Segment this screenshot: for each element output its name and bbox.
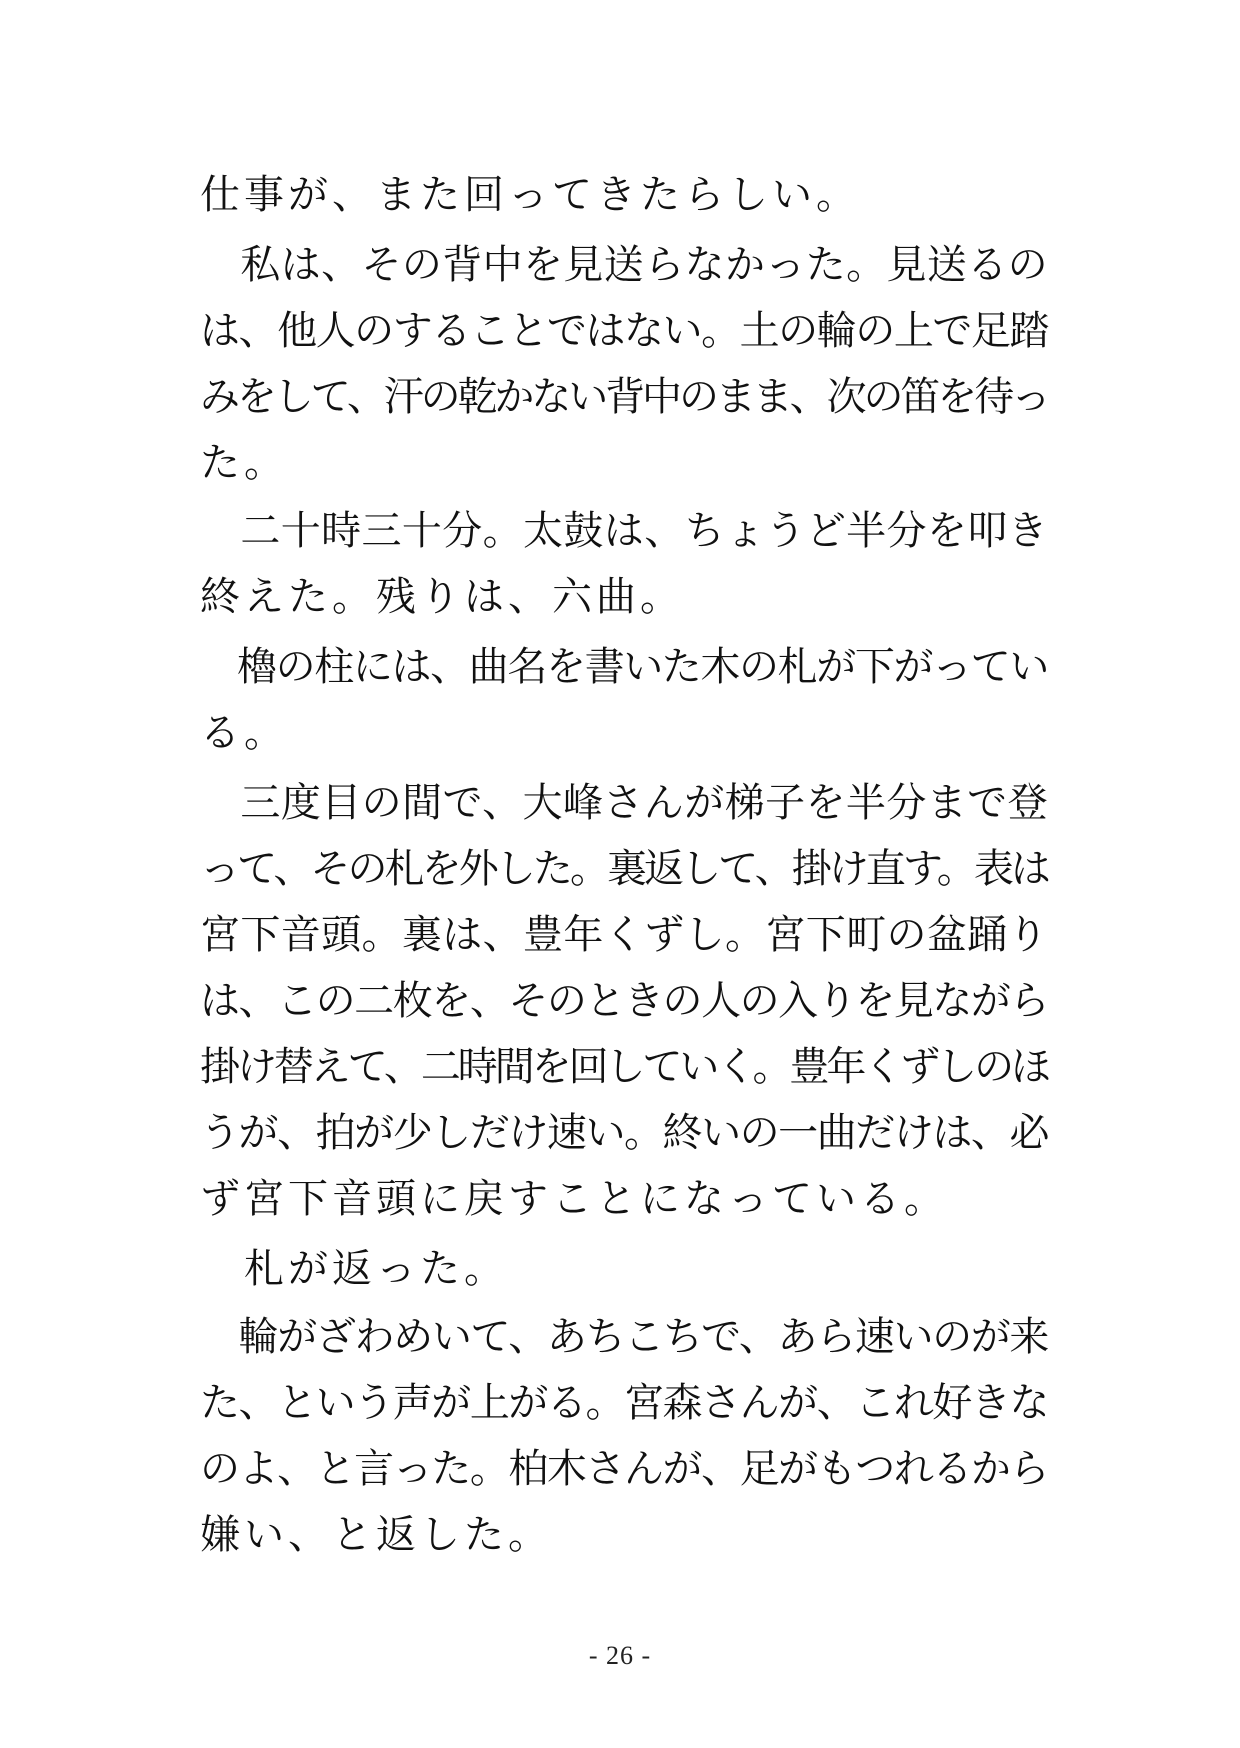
text-line: は、この二枚を、そのときの人の入りを見ながら (200, 978, 1048, 1024)
text-line: 私は、その背中を見送らなかった。見送るの (200, 242, 1048, 288)
page-number: - 26 - (588, 1641, 652, 1670)
text-line: 三度目の間で、大峰さんが梯子を半分まで登 (200, 780, 1048, 826)
text-line: って、その札を外した。裏返して、掛け直す。表は (200, 846, 1048, 892)
text-line: 櫓の柱には、曲名を書いた木の札が下がってい (237, 644, 1048, 690)
text-line: 仕事が、また回ってきたらしい。 (200, 172, 860, 218)
text-line: 掛け替えて、二時間を回していく。豊年くずしのほ (200, 1044, 1048, 1090)
text-line: 輪がざわめいて、あちこちで、あら速いのが来 (200, 1314, 1048, 1360)
text-line: 札が返った。 (200, 1246, 508, 1292)
text-line: は、他人のすることではない。土の輪の上で足踏 (200, 308, 1048, 354)
text-line: のよ、と言った。柏木さんが、足がもつれるから (200, 1446, 1048, 1492)
text-line: た、という声が上がる。宮森さんが、これ好きな (200, 1380, 1048, 1426)
text-line: る。 (200, 710, 288, 756)
text-line: うが、拍が少しだけ速い。終いの一曲だけは、必 (200, 1110, 1048, 1156)
text-line: 二十時三十分。太鼓は、ちょうど半分を叩き (200, 508, 1048, 554)
text-line: 終えた。残りは、六曲。 (200, 574, 684, 620)
text-line: 宮下音頭。裏は、豊年くずし。宮下町の盆踊り (200, 912, 1048, 958)
text-line: 嫌い、と返した。 (200, 1512, 552, 1558)
text-line: た。 (200, 440, 288, 486)
text-line: ず宮下音頭に戻すことになっている。 (200, 1176, 948, 1222)
text-line: みをして、汗の乾かない背中のまま、次の笛を待っ (200, 374, 1048, 420)
